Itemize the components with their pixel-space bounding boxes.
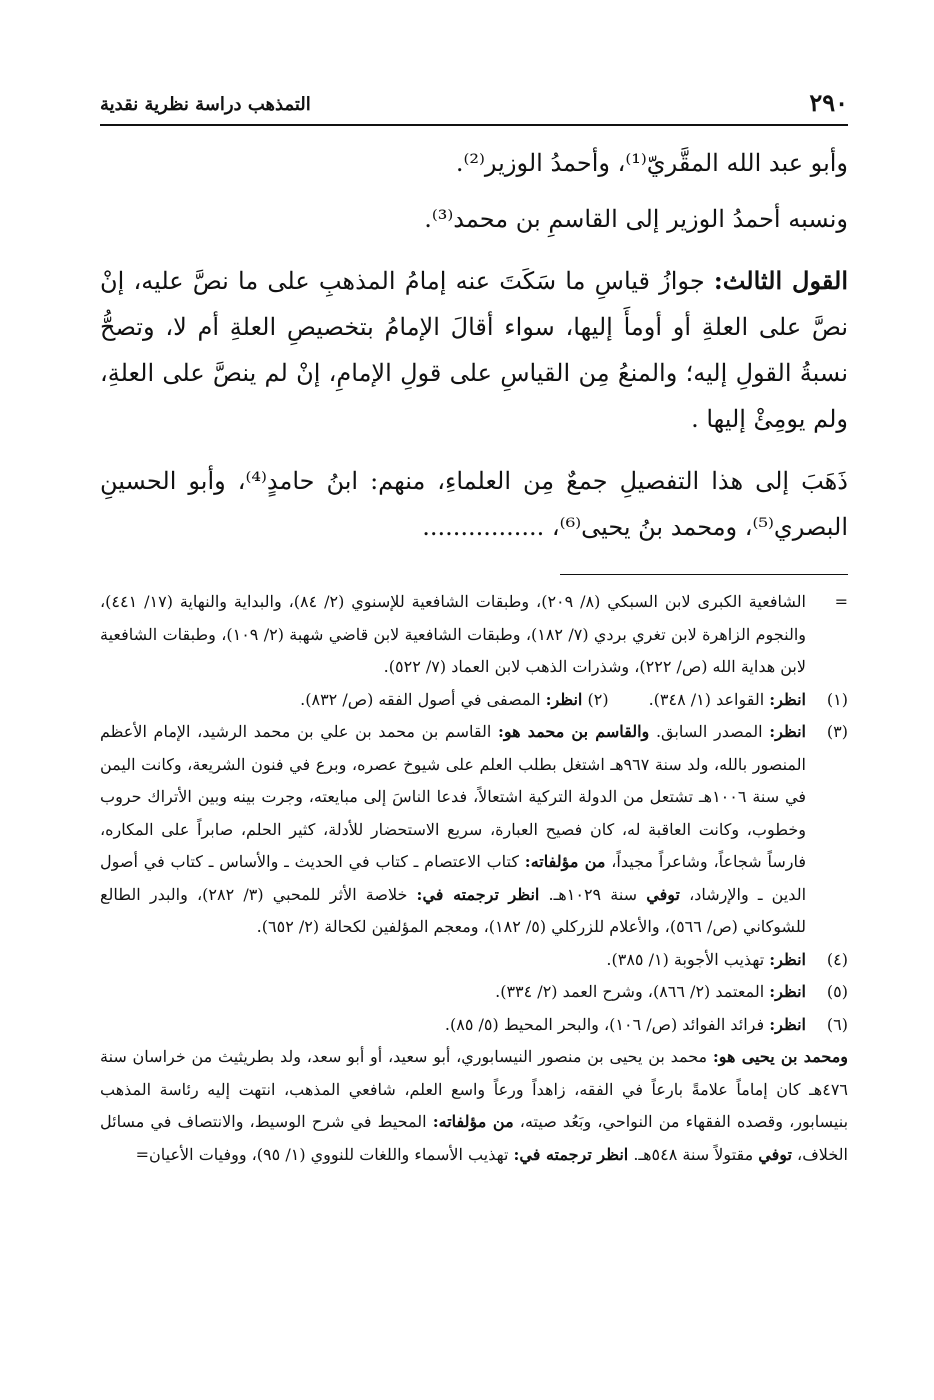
running-title: التمذهب دراسة نظرية نقدية bbox=[100, 94, 311, 115]
footnote-6-label: (٦) bbox=[826, 1014, 848, 1034]
footnote-3-text-2: القاسم بن محمد بن علي بن محمد الرشيد، الإمام الأعظم المنصور بالله، ولد سنة ٩٦٧هـ اشتغل بطلب العلم على شيوخ عصره، وبرع في فنون الشريعة، وكانت اليمن في سنة ١٠٠٦هـ تشتعل من الدولة التركية اشتعالاً، فدعا الناسَ إلى مبايعته، وجرت بينه وبين الأتراك حروب وخطوب، وكانت العاقبة له، كان فصيح العبارة، سريع الاستحضار للأدلة، كثير الحلم، صابراً على المكاره، فارساً شجاعاً، وشاعراً مجيداً، bbox=[100, 722, 807, 871]
footnote-6 bbox=[100, 1009, 848, 1042]
bio-bold-3: توفي bbox=[758, 1144, 792, 1164]
footnote-3-see: انظر: bbox=[769, 722, 806, 741]
bio-text-4: تهذيب الأسماء واللغات للنووي (١/ ٩٥)، ووفيات الأعيان= bbox=[135, 1144, 514, 1164]
footnote-3-text-1: المصدر السابق. bbox=[649, 722, 770, 741]
footnote-3-bold-5: انظر ترجمته في: bbox=[416, 884, 540, 904]
paragraph-2: ونسبه أحمدُ الوزير إلى القاسمِ بن محمد⁽³⁾. bbox=[424, 205, 848, 233]
bio-text-3: مقتولاً سنة ٥٤٨هـ. bbox=[628, 1144, 759, 1164]
ellipsis-dots: ................ bbox=[422, 513, 545, 541]
footnote-3-text-5: خلاصة الأثر للمحبي (٣/ ٢٨٢)، والبدر الطالع للشوكاني (ص/ ٥٦٦)، والأعلام للزركلي (٥/ ١٨٢)، ومعجم المؤلفين لكحالة (٢/ ٦٥٢). bbox=[100, 884, 806, 936]
main-text bbox=[100, 140, 848, 566]
footnote-4-see: انظر: bbox=[769, 949, 806, 969]
page-number: ٢٩٠ bbox=[809, 88, 848, 117]
footnote-6-see: انظر: bbox=[769, 1014, 806, 1034]
footnote-separator bbox=[560, 574, 848, 575]
paragraph-1: وأبو عبد الله المقَّريّ⁽¹⁾، وأحمدُ الوزير⁽²⁾. bbox=[455, 149, 848, 177]
footnote-1-text: القواعد (١/ ٣٤٨). bbox=[648, 689, 770, 709]
footnote-6-text: فرائد الفوائد (ص/ ١٠٦)، والبحر المحيط (٥/ ٨٥). bbox=[444, 1014, 770, 1034]
footnote-5-label: (٥) bbox=[826, 982, 848, 1001]
bio-text-1: محمد بن يحيى بن منصور النيسابوري، أبو سعيد، أو أبو سعد، ولد بطريثيث من خراسان سنة ٤٧٦هـ كان إماماً علامةً بارعاً في الفقه، زاهداً ورعاً واسع العلم، شافعي المذهب، انتهت إليه رئاسة المذهب بنيسابور، وقصده الفقهاء من النواحي، وبَعُد صيته، bbox=[100, 1047, 849, 1131]
footnote-4-label: (٤) bbox=[826, 949, 848, 969]
footnote-3 bbox=[100, 716, 848, 944]
footnote-1-2 bbox=[100, 684, 848, 717]
footnote-2-see: انظر: bbox=[545, 689, 583, 709]
footnote-2-label: (٢) bbox=[587, 689, 609, 709]
footnote-3-label: (٣) bbox=[826, 722, 848, 741]
third-opinion-heading: القول الثالث: bbox=[713, 266, 848, 295]
bio-bold-4: انظر ترجمته في: bbox=[513, 1144, 629, 1164]
paragraph-4-text: ذَهَبَ إلى هذا التفصيلِ جمعٌ مِن العلماءِ، منهم: ابنُ حامدٍ⁽⁴⁾، وأبو الحسينِ البصري⁽⁵⁾، ومحمد بنُ يحيى⁽⁶⁾، bbox=[100, 467, 848, 541]
continuation-text: الشافعية الكبرى لابن السبكي (٨/ ٢٠٩)، وطبقات الشافعية للإسنوي (٢/ ٨٤)، والبداية والنهاية (١٧/ ٤٤١)، والنجوم الزاهرة لابن تغري بردي (٧/ ١٨٢)، وطبقات الشافعية لابن قاضي شهبة (٢/ ١٠٩)، وطبقات الشافعية لابن هداية الله (ص/ ٢٢٢)، وشذرات الذهب لابن العماد (٧/ ٥٢٢). bbox=[100, 592, 806, 676]
bio-bold-2: من مؤلفاته: bbox=[432, 1112, 514, 1131]
paragraph-3 bbox=[100, 258, 848, 442]
footnote-5-text: المعتمد (٢/ ٨٦٦)، وشرح العمد (٢/ ٣٣٤). bbox=[495, 982, 770, 1001]
footnote-5 bbox=[100, 976, 848, 1009]
footnote-1-label: (١) bbox=[826, 689, 848, 709]
footnotes bbox=[100, 586, 848, 1171]
footnote-3-bold-2: والقاسم بن محمد هو: bbox=[497, 722, 650, 741]
footnote-1-see: انظر: bbox=[769, 689, 806, 709]
bio-bold-1: ومحمد بن يحيى هو: bbox=[712, 1047, 849, 1066]
footnote-2-text: المصفى في أصول الفقه (ص/ ٨٣٢). bbox=[300, 689, 546, 709]
bio-text-2: المحيط في شرح الوسيط، والانتصاف في مسائل الخلاف، bbox=[100, 1112, 848, 1164]
continuation-mark: = bbox=[834, 592, 848, 611]
page-header bbox=[100, 88, 848, 126]
footnote-3-bold-3: من مؤلفاته: bbox=[524, 852, 606, 871]
footnote-continuation bbox=[100, 586, 848, 684]
footnote-3-text-3: كتاب الاعتصام ـ كتاب في الحديث ـ والأساس ـ كتاب في أصول الدين ـ والإرشاد، bbox=[100, 852, 807, 904]
footnote-4-text: تهذيب الأجوبة (١/ ٣٨٥). bbox=[606, 949, 770, 969]
footnote-3-bold-4: توفي bbox=[646, 884, 680, 904]
footnote-5-see: انظر: bbox=[769, 982, 806, 1001]
paragraph-4 bbox=[100, 458, 848, 550]
footnote-3-text-4: سنة ١٠٢٩هـ. bbox=[539, 884, 647, 904]
footnote-4 bbox=[100, 944, 848, 977]
third-opinion-text: جوازُ قياسِ ما سَكَتَ عنه إمامُ المذهبِ على ما نصَّ عليه، إنْ نصَّ على العلةِ أو أومأَ إليها، سواء أقالَ الإمامُ بتخصيصِ العلةِ أم لا، وتصحُّ نسبةُ القولِ إليه؛ والمنعُ مِن القياسِ على قولِ الإمامِ، إنْ لم ينصَّ على العلةِ، ولم يومِئْ إليها . bbox=[100, 267, 848, 433]
footnote-6-biography bbox=[100, 1041, 848, 1171]
